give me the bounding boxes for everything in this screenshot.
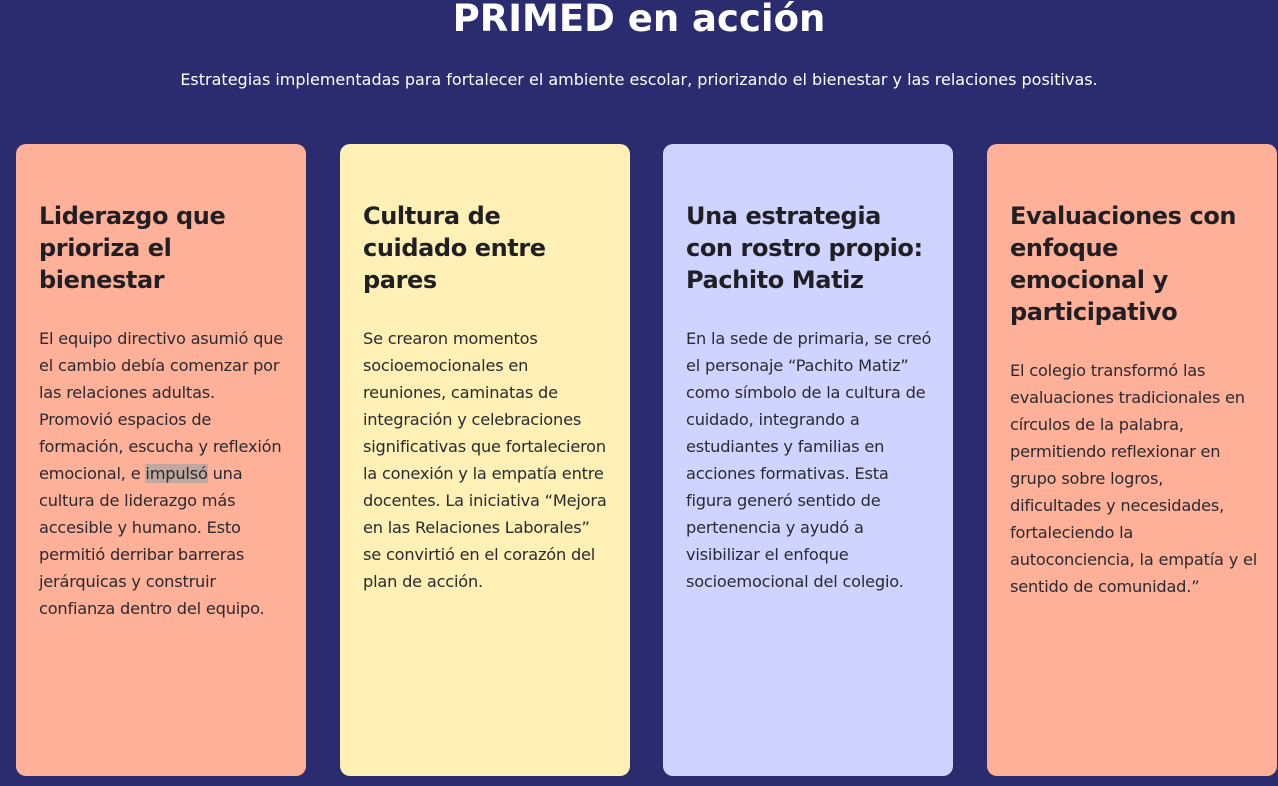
card-title: Cultura de cuidado entre pares [363, 202, 546, 294]
card-body: Se crearon momentos socioemocionales en reuniones, caminatas de integración y celebraciones significativas que fortalecieron la conexión y la empatía entre docentes. La iniciativa “Mejora en las Relaciones Laborales” se convirtió en el corazón del plan de acción. [363, 329, 607, 591]
card-body: En la sede de primaria, se creó el personaje “Pachito Matiz” como símbolo de la cultura de cuidado, integrando a estudiantes y familias en acciones formativas. Esta figura generó sentido de pertenencia y ayudó a visibilizar el enfoque socioemocional del colegio. [686, 329, 932, 591]
card-evaluaciones [987, 144, 1277, 776]
card-body-text: El equipo directivo asumió que el cambio debía comenzar por las relaciones adultas. Promovió espacios de formación, escucha y reflexión emocional, e [39, 329, 284, 483]
card-liderazgo [16, 144, 306, 776]
card-title: Una estrategia con rostro propio: Pachito Matiz [686, 202, 923, 294]
page-title: PRIMED en acción [452, 0, 826, 40]
highlighted-word[interactable]: impulsó [145, 464, 208, 483]
card-cultura-cuidado [340, 144, 630, 776]
page-subtitle: Estrategias implementadas para fortalecer el ambiente escolar, priorizando el bienestar y las relaciones positivas. [180, 70, 1098, 89]
card-title: Evaluaciones con enfoque emocional y participativo [1010, 202, 1237, 326]
card-body [39, 325, 288, 622]
card-pachito-matiz [663, 144, 953, 776]
card-body: El colegio transformó las evaluaciones tradicionales en círculos de la palabra, permitiendo reflexionar en grupo sobre logros, dificultades y necesidades, fortaleciendo la autoconciencia, la empatía y el sentido de comunidad.” [1010, 361, 1258, 596]
card-body-text: una cultura de liderazgo más accesible y humano. Esto permitió derribar barreras jerárquicas y construir confianza dentro del equipo. [39, 464, 265, 618]
card-title: Liderazgo que prioriza el bienestar [39, 202, 226, 294]
